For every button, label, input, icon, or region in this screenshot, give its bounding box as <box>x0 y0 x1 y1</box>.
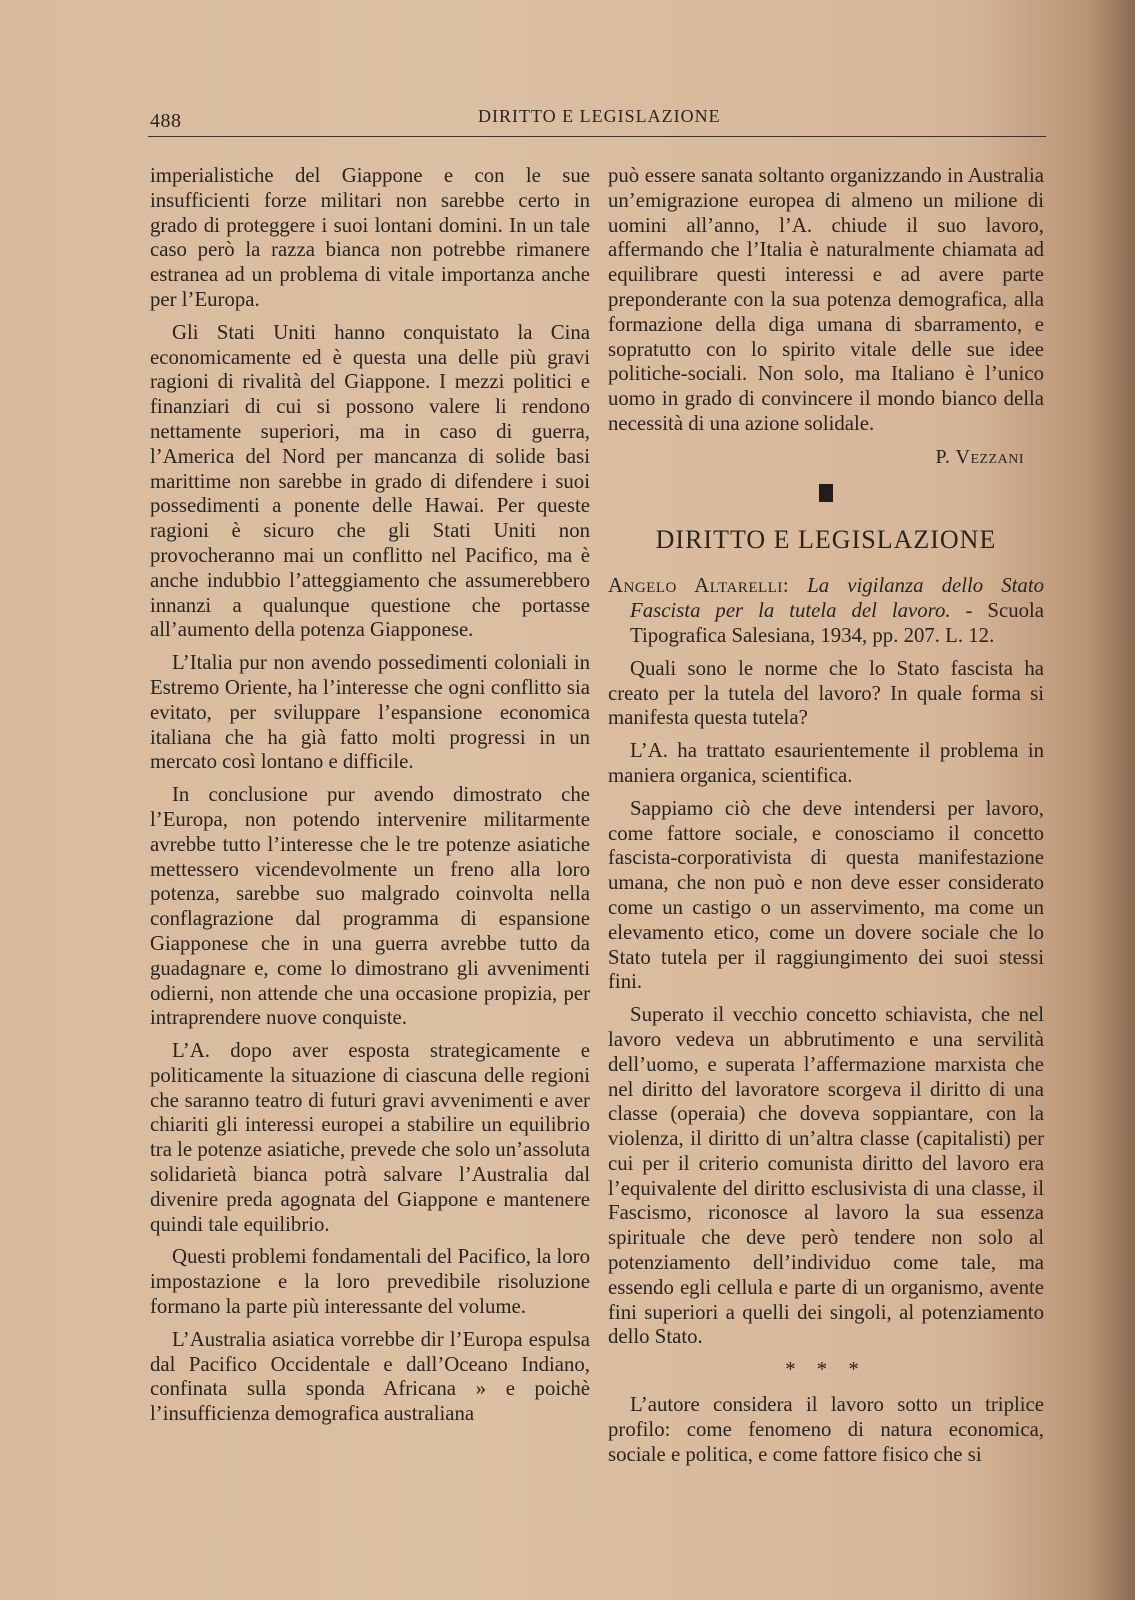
paragraph: Superato il vecchio concetto schiavista, che nel lavoro vedeva un abbrutimento e una servilità dell’uomo, e superata l’affermazione marxista che nel diritto del lavoratore scorgeva il diritto di una classe (operaia) che doveva soppiantare, con la violenza, il diritto di un’altra classe (capitalisti) per cui per il criterio comunista diritto del lavoro era l’equivalente del diritto esclusivista di una classe, il Fascismo, riconosce al lavoro la sua essenza spirituale che deve però tendere non solo al potenziamento dell’individuo come tale, ma essendo egli cellula e parte di un organismo, avente fini superiori a quelli dei singoli, al potenziamento dello Stato. <box>608 1003 1044 1349</box>
paragraph: Questi problemi fondamentali del Pacifico, la loro impostazione e la loro prevedibile risoluzione formano la parte più interessante del volume. <box>150 1245 590 1319</box>
section-divider-square <box>819 484 833 502</box>
book-author: Angelo Altarelli: <box>608 574 790 598</box>
section-heading: DIRITTO E LEGISLAZIONE <box>655 524 997 554</box>
left-column <box>150 164 590 1435</box>
paragraph: L’Italia pur non avendo possedimenti coloniali in Estremo Oriente, ha l’interesse che ogni conflitto sia evitato, per sviluppare l’espansione economica italiana che ha già fatto molti progressi in un mercato così lontano e difficile. <box>150 651 590 774</box>
page-header <box>148 102 1046 142</box>
header-rule <box>148 136 1046 137</box>
page-number: 488 <box>150 110 182 132</box>
paragraph: Quali sono le norme che lo Stato fascista ha creato per la tutela del lavoro? In quale forma si manifesta questa tutela? <box>608 656 1044 730</box>
review-signature: P. Vezzani <box>935 445 1024 468</box>
paragraph: Sappiamo ciò che deve intendersi per lavoro, come fattore sociale, e conosciamo il concetto fascista-corporativista di questa manifestazione umana, che non può e non deve esser considerato come un castigo o un asservimento, ma come un elevamento etico, come un dovere sociale che lo Stato tutela per il raggiungimento dei suoi stessi fini. <box>608 796 1044 994</box>
book-title: La vigilanza dello Stato Fascista per la tutela del lavoro. <box>630 574 1044 623</box>
paragraph: L’A. dopo aver esposta strategicamente e politicamente la situazione di ciascuna delle regioni che saranno teatro di futuri gravi avvenimenti e aver chiariti gli interessi europei a stabilire un equilibrio tra le potenze asiatiche, prevede che solo un’assoluta solidarietà bianca potrà salvare l’Australia dal divenire preda agognata del Giappone e mantenere quindi tale equilibrio. <box>150 1039 591 1236</box>
paragraph: L’A. ha trattato esaurientemente il problema in maniera organica, scientifica. <box>608 739 1044 787</box>
running-title: DIRITTO E LEGISLAZIONE <box>478 106 721 126</box>
paragraph: Gli Stati Uniti hanno conquistato la Cina economicamente ed è questa una delle più gravi ragioni di rivalità del Giappone. I mezzi politici e finanziari di cui si possono valere li rendono nettamente superiori, ma in caso di guerra, l’America del Nord per mancanza di solide basi marittime non sarebbe in grado di difendere i suoi possedimenti a ponente delle Hawai. Per queste ragioni è sicuro che gli Stati Uniti non provocheranno mai un conflitto nel Pacifico, ma è anche indubbio l’atteggiamento che assumerebbero innanzi a qualunque questione che portasse all’aumento della potenza Giapponese. <box>150 320 590 642</box>
paragraph: L’Australia asiatica vorrebbe dir l’Europa espulsa dal Pacifico Occidentale e dall’Oceano Indiano, confinata sulla sponda Africana » e poichè l’insufficienza demografica australiana <box>150 1327 590 1426</box>
asterisk-separator: * * * <box>785 1358 867 1382</box>
book-publisher: - Scuola Tipografica Salesiana, 1934, pp. 207. L. 12. <box>630 599 1044 647</box>
right-column <box>608 164 1044 1475</box>
paragraph: imperialistiche del Giappone e con le sue insufficienti forze militari non sarebbe certo in grado di proteggere i suoi lontani domini. In un tale caso però la razza bianca non potrebbe rimanere estranea ad un problema di vitale importanza anche per l’Europa. <box>150 164 590 311</box>
book-reference <box>608 574 1044 648</box>
paragraph: In conclusione pur avendo dimostrato che l’Europa, non potendo intervenire militarmente avrebbe tutto l’interesse che le tre potenze asiatiche mettessero vicendevolmente un freno alla loro potenza, sarebbe suo malgrado coinvolta nella conflagrazione dal programma di espansione Giapponese che in una guerra avrebbe tutto da guadagnare e, come lo dimostrano gli avvenimenti odierni, non attende che una occasione propizia, per intraprendere nuove conquiste. <box>150 783 590 1030</box>
paragraph: può essere sanata soltanto organizzando in Australia un’emigrazione europea di almeno un milione di uomini all’anno, l’A. chiude il suo lavoro, affermando che l’Italia è naturalmente chiamata ad equilibrare questi interessi e ad avere parte preponderante con la sua potenza demografica, alla formazione della diga umana di sbarramento, e sopratutto con lo spirito vitale delle sue idee politiche-sociali. Non solo, ma Italiano è l’unico uomo in grado di convincere il mondo bianco della necessità di una azione solidale. <box>608 164 1044 435</box>
paragraph: L’autore considera il lavoro sotto un triplice profilo: come fenomeno di natura economica, sociale e politica, e come fattore fisico che si <box>608 1393 1044 1466</box>
